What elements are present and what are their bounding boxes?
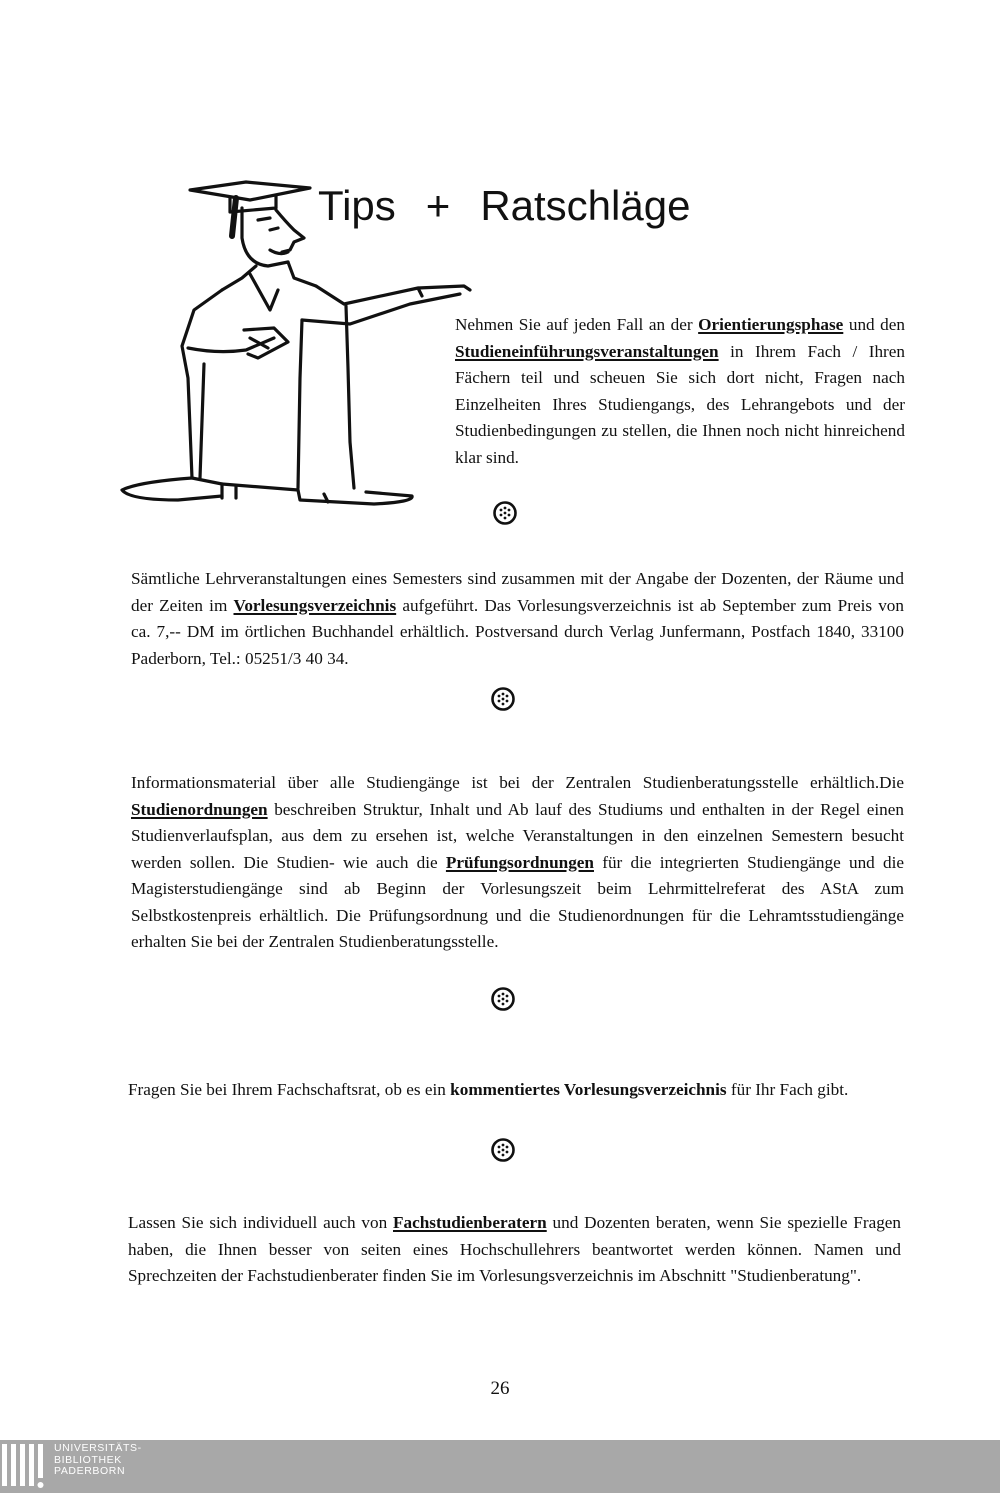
text-run: aufgeführt. Das Vorlesungsverzeichnis ist ab September zum Preis von ca. 7,-- DM im örtlichen Buchhandel erhältlich. Postversand durch Verlag Junfermann, Postfach 1840, 33100 Paderborn, Tel.: 05251/3 40 34. bbox=[131, 595, 904, 668]
dotted-circle-icon bbox=[492, 500, 518, 526]
page-number: 26 bbox=[490, 1378, 510, 1399]
paragraph-vorlesungsverzeichnis bbox=[131, 566, 904, 672]
paragraph-fachstudienberater bbox=[128, 1210, 901, 1290]
text-run: und Dozenten beraten, wenn Sie spezielle Fragen haben, die Ihnen besser von seiten eines Hochschullehrers beantwortet werden können. Namen und Sprechzeiten der Fachstudienberater finden Sie im Vorlesungsverzeichnis im Abschnitt "Studienberatung". bbox=[128, 1213, 902, 1285]
text-run: Nehmen Sie auf jeden Fall an der bbox=[455, 315, 699, 334]
paragraph-studienordnungen bbox=[131, 770, 904, 956]
keyword-fachstudienberatern: Fachstudienberatern bbox=[393, 1213, 547, 1232]
title-plus: + bbox=[425, 182, 451, 229]
keyword-studienordnungen: Studienordnungen bbox=[131, 799, 268, 819]
title-word-tips: Tips bbox=[318, 182, 396, 229]
text-run: für die integrierten Studiengänge und die Magisterstudiengänge sind ab Beginn der Vorlesungszeit beim Lehrmittelreferat des AStA zum Selbstkostenpreis erhältlich. Die Prüfungsordnung und die Studienordnungen für die Lehramtsstudiengänge erhalten Sie bei der Zentralen Studienberatungsstelle. bbox=[131, 852, 904, 951]
dotted-circle-icon bbox=[490, 986, 516, 1012]
keyword-kommentiertes-vv: kommentiertes Vorlesungsverzeichnis bbox=[450, 1080, 727, 1099]
text-run: in Ihrem Fach / Ihren Fächern teil und scheuen Sie sich dort nicht, Fragen nach Einzelheiten Ihres Studiengangs, des Lehrangebots und der Studienbedingungen zu stellen, die Ihnen noch nicht hinreichend klar sind. bbox=[455, 341, 905, 467]
keyword-vorlesungsverzeichnis: Vorlesungsverzeichnis bbox=[233, 595, 397, 615]
paragraph-fachschaftsrat bbox=[128, 1077, 901, 1104]
logo-line: BIBLIOTHEK bbox=[54, 1453, 122, 1466]
text-run: für Ihr Fach gibt. bbox=[726, 1080, 849, 1099]
paragraph-orientierung bbox=[455, 312, 905, 471]
logo-line: UNIVERSITÄTS- bbox=[54, 1442, 142, 1454]
text-run: Fragen Sie bei Ihrem Fachschaftsrat, ob es ein bbox=[128, 1080, 451, 1099]
text-run: Informationsmaterial über alle Studiengänge ist bei der Zentralen Studienberatungsstelle erhältlich.Die bbox=[131, 773, 904, 792]
keyword-orientierungsphase: Orientierungsphase bbox=[698, 315, 844, 334]
dotted-circle-icon bbox=[490, 1137, 516, 1163]
text-run: Lassen Sie sich individuell auch von bbox=[128, 1213, 393, 1232]
title-word-ratschlaege: Ratschläge bbox=[480, 182, 691, 229]
text-run: Sämtliche Lehrveranstaltungen eines Semesters sind zusammen mit der Angabe der Dozenten, der Räume und der Zeiten im bbox=[131, 569, 904, 615]
keyword-studieneinfuehrung: Studieneinführungsveranstaltungen bbox=[455, 341, 719, 361]
dotted-circle-icon bbox=[490, 686, 516, 712]
logo-line: PADERBORN bbox=[54, 1465, 126, 1477]
page-title bbox=[318, 178, 690, 234]
text-run: beschreiben Struktur, Inhalt und Ab lauf des Studiums und enthalten in der Regel einen Studienverlaufsplan, aus dem zu ersehen ist, welche Veranstaltungen in den einzelnen Semestern besucht werden sollen. Die Studien- wie auch die bbox=[131, 799, 904, 872]
library-logo-icon bbox=[0, 1444, 48, 1490]
keyword-pruefungsordnungen: Prüfungsordnungen bbox=[445, 852, 594, 872]
text-run: und den bbox=[843, 315, 905, 334]
library-logo-text bbox=[54, 1443, 214, 1478]
